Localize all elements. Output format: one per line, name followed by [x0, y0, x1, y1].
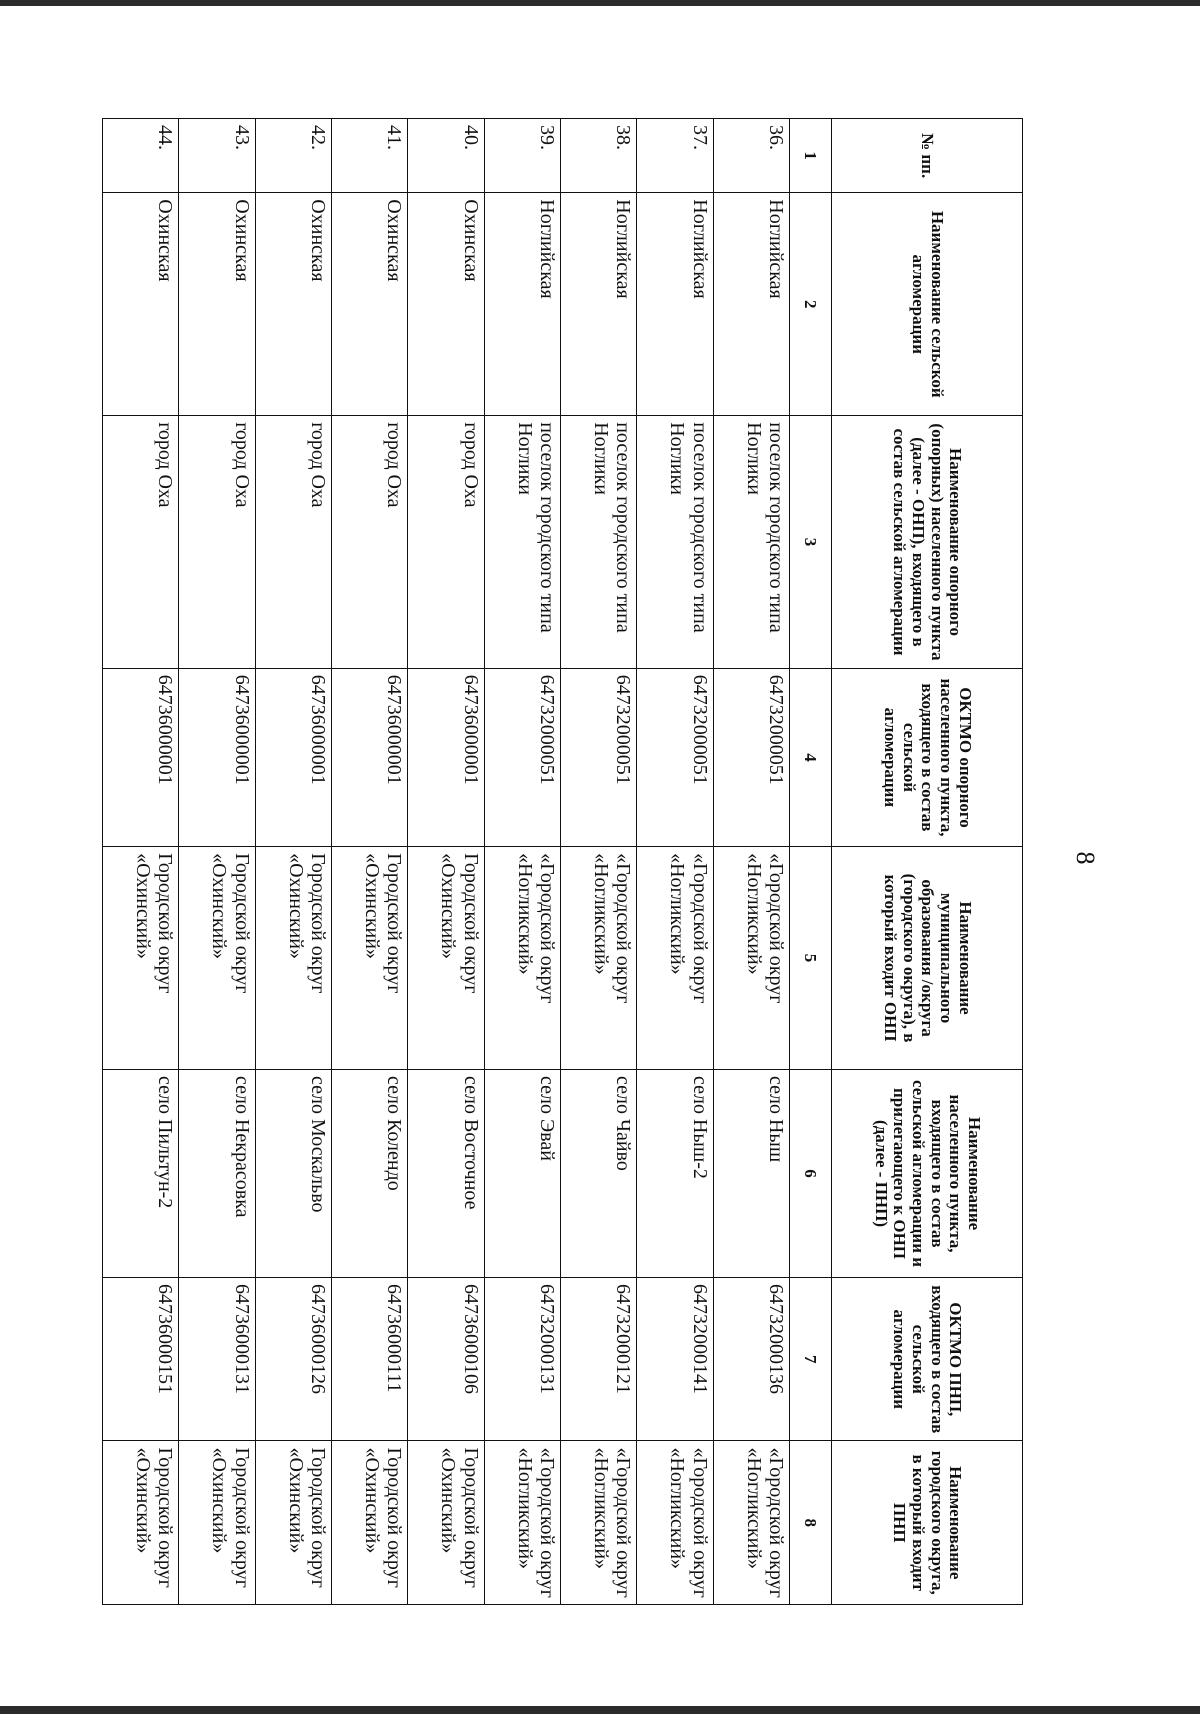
column-number: 3 [790, 416, 832, 669]
onp-oktmo-cell: 64736000001 [103, 668, 179, 846]
pnp-oktmo-cell: 64732000136 [713, 1278, 789, 1441]
agglomeration-cell: Охинская [408, 193, 484, 416]
onp-municipality-cell: Городской округ «Охинский» [103, 847, 179, 1070]
row-number-cell: 38. [561, 119, 637, 193]
pnp-oktmo-cell: 64732000121 [561, 1278, 637, 1441]
onp-municipality-cell: «Городской округ «Ногликский» [484, 847, 560, 1070]
table-row [561, 119, 637, 1605]
agglomeration-cell: Ноглийская [561, 193, 637, 416]
pnp-district-cell: Городской округ «Охинский» [332, 1441, 408, 1605]
onp-municipality-cell: «Городской округ «Ногликский» [561, 847, 637, 1070]
onp-municipality-cell: Городской округ «Охинский» [408, 847, 484, 1070]
agglomeration-cell: Ноглийская [484, 193, 560, 416]
column-number: 7 [790, 1278, 832, 1441]
onp-oktmo-cell: 64736000001 [179, 668, 255, 846]
pnp-oktmo-cell: 64736000131 [179, 1278, 255, 1441]
pnp-name-cell: село Восточное [408, 1070, 484, 1278]
column-number-row [790, 119, 832, 1605]
scan-edge-bottom [0, 1706, 1200, 1714]
pnp-name-cell: село Ныш-2 [637, 1070, 713, 1278]
table-row [103, 119, 179, 1605]
column-number: 2 [790, 193, 832, 416]
agglomeration-cell: Ноглийская [713, 193, 789, 416]
onp-oktmo-cell: 64732000051 [561, 668, 637, 846]
column-number: 4 [790, 668, 832, 846]
onp-municipality-cell: Городской округ «Охинский» [255, 847, 331, 1070]
pnp-name-cell: село Ныш [713, 1070, 789, 1278]
onp-name-cell: город Оха [255, 416, 331, 669]
onp-name-cell: поселок городского типа Ноглики [561, 416, 637, 669]
page-number: 8 [1071, 851, 1100, 865]
pnp-name-cell: село Эвай [484, 1070, 560, 1278]
pnp-district-cell: Городской округ «Охинский» [408, 1441, 484, 1605]
header-cell: ОКТМО опорного населенного пункта, входящего в состав сельской агломерации [832, 668, 1023, 846]
table-row [332, 119, 408, 1605]
agglomeration-table [102, 118, 1023, 1605]
pnp-oktmo-cell: 64732000141 [637, 1278, 713, 1441]
row-number-cell: 39. [484, 119, 560, 193]
pnp-district-cell: «Городской округ «Ногликский» [484, 1441, 560, 1605]
row-number-cell: 40. [408, 119, 484, 193]
pnp-name-cell: село Колендо [332, 1070, 408, 1278]
header-cell: Наименование городского округа, в который входит ПНП [832, 1441, 1023, 1605]
pnp-name-cell: село Некрасовка [179, 1070, 255, 1278]
pnp-name-cell: село Пильтун-2 [103, 1070, 179, 1278]
pnp-district-cell: Городской округ «Охинский» [103, 1441, 179, 1605]
column-number: 8 [790, 1441, 832, 1605]
rotated-table-wrapper [102, 118, 1023, 1605]
row-number-cell: 44. [103, 119, 179, 193]
pnp-name-cell: село Москальво [255, 1070, 331, 1278]
table-row [179, 119, 255, 1605]
header-row [832, 119, 1023, 1605]
agglomeration-cell: Ноглийская [637, 193, 713, 416]
onp-municipality-cell: «Городской округ «Ногликский» [713, 847, 789, 1070]
header-cell: ОКТМО ПНП, входящего в состав сельской агломерации [832, 1278, 1023, 1441]
pnp-district-cell: «Городской округ «Ногликский» [637, 1441, 713, 1605]
agglomeration-cell: Охинская [332, 193, 408, 416]
onp-name-cell: поселок городского типа Ноглики [637, 416, 713, 669]
pnp-district-cell: «Городской округ «Ногликский» [713, 1441, 789, 1605]
pnp-oktmo-cell: 64736000126 [255, 1278, 331, 1441]
onp-name-cell: город Оха [179, 416, 255, 669]
header-cell: Наименование сельской агломерации [832, 193, 1023, 416]
row-number-cell: 37. [637, 119, 713, 193]
scan-edge-top [0, 0, 1200, 6]
table-row [713, 119, 789, 1605]
onp-name-cell: город Оха [408, 416, 484, 669]
header-cell: Наименование муниципального образования /округа (городского округа), в который входит ОНП [832, 847, 1023, 1070]
column-number: 1 [790, 119, 832, 193]
row-number-cell: 42. [255, 119, 331, 193]
pnp-district-cell: Городской округ «Охинский» [179, 1441, 255, 1605]
pnp-district-cell: «Городской округ «Ногликский» [561, 1441, 637, 1605]
agglomeration-cell: Охинская [179, 193, 255, 416]
onp-municipality-cell: «Городской округ «Ногликский» [637, 847, 713, 1070]
agglomeration-cell: Охинская [255, 193, 331, 416]
onp-oktmo-cell: 64732000051 [637, 668, 713, 846]
onp-oktmo-cell: 64732000051 [713, 668, 789, 846]
onp-oktmo-cell: 64736000001 [408, 668, 484, 846]
header-cell: № пп. [832, 119, 1023, 193]
table-row [484, 119, 560, 1605]
table-row [637, 119, 713, 1605]
pnp-oktmo-cell: 64736000106 [408, 1278, 484, 1441]
table-row [408, 119, 484, 1605]
table-row [255, 119, 331, 1605]
onp-name-cell: город Оха [332, 416, 408, 669]
row-number-cell: 41. [332, 119, 408, 193]
row-number-cell: 43. [179, 119, 255, 193]
column-number: 5 [790, 847, 832, 1070]
pnp-oktmo-cell: 64736000111 [332, 1278, 408, 1441]
pnp-oktmo-cell: 64736000151 [103, 1278, 179, 1441]
row-number-cell: 36. [713, 119, 789, 193]
onp-oktmo-cell: 64732000051 [484, 668, 560, 846]
onp-oktmo-cell: 64736000001 [255, 668, 331, 846]
onp-name-cell: город Оха [103, 416, 179, 669]
onp-oktmo-cell: 64736000001 [332, 668, 408, 846]
pnp-district-cell: Городской округ «Охинский» [255, 1441, 331, 1605]
header-cell: Наименование опорного (опорных) населенного пункта (далее - ОНП), входящего в состав сельской агломерации [832, 416, 1023, 669]
onp-municipality-cell: Городской округ «Охинский» [332, 847, 408, 1070]
header-cell: Наименование населенного пункта, входящего в состав сельской агломерации и прилегающего к ОНП (далее - ПНП) [832, 1070, 1023, 1278]
pnp-name-cell: село Чайво [561, 1070, 637, 1278]
onp-name-cell: поселок городского типа Ноглики [484, 416, 560, 669]
agglomeration-cell: Охинская [103, 193, 179, 416]
onp-name-cell: поселок городского типа Ноглики [713, 416, 789, 669]
column-number: 6 [790, 1070, 832, 1278]
onp-municipality-cell: Городской округ «Охинский» [179, 847, 255, 1070]
pnp-oktmo-cell: 64732000131 [484, 1278, 560, 1441]
